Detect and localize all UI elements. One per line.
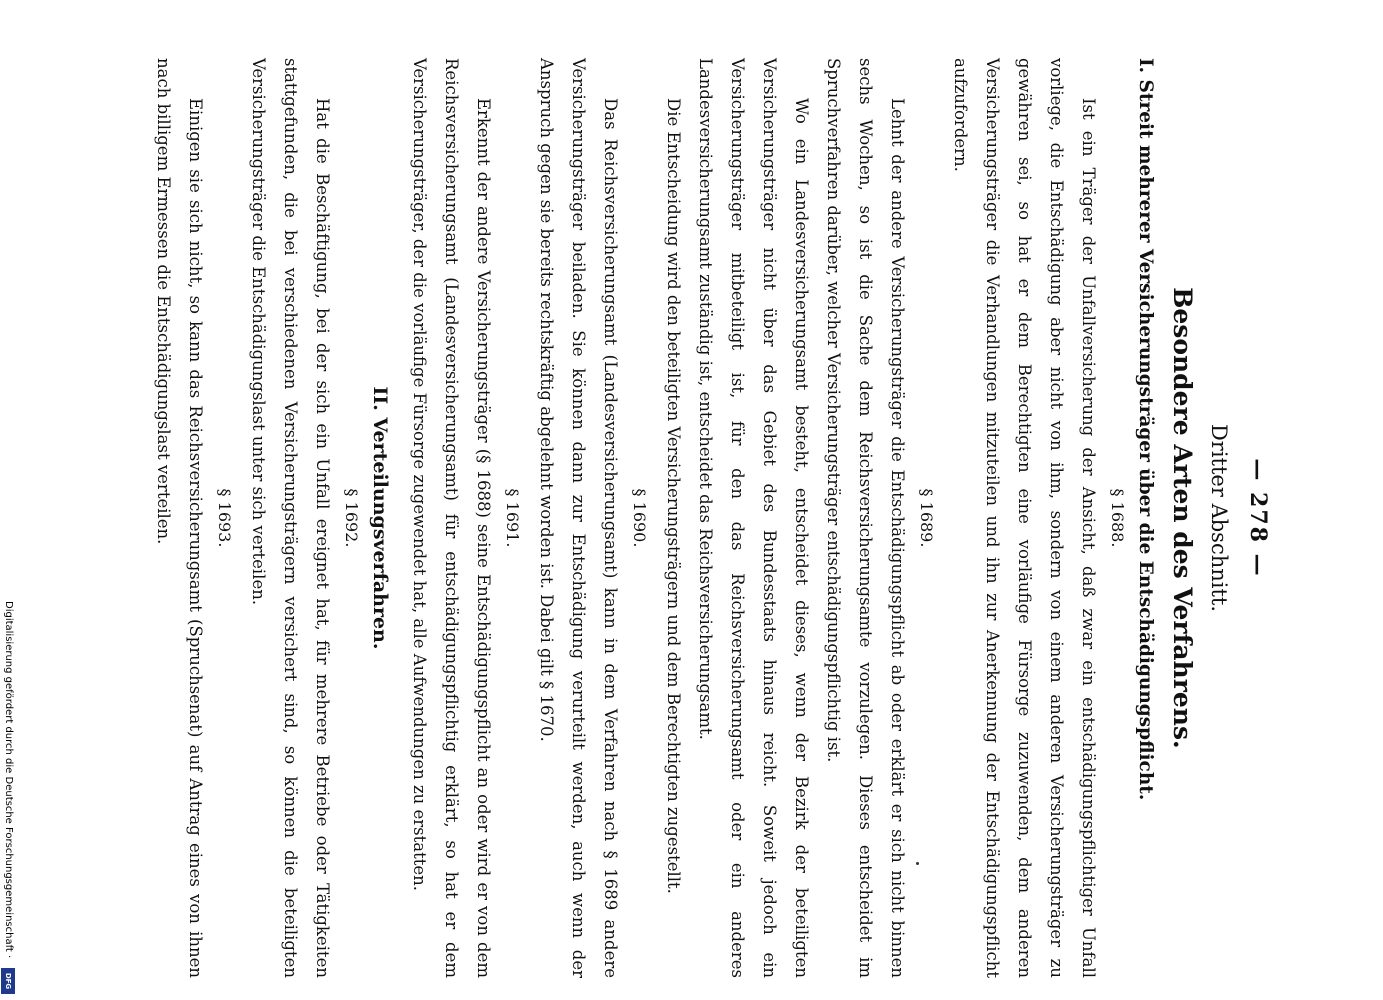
paragraph-1689-1: Lehnt der andere Versicherungsträger die Entschädigungspflicht ab oder erklärt er sich nicht binnen sechs Wochen, so ist die Sache dem Reichsversicherungsamte vorzulegen. Dieses entscheidet im Spruchverfahren darüber, welcher Versicherungsträger entschädigungspflichtig ist. (824, 58, 907, 978)
page-title: Besondere Arten des Verfahrens. (1168, 287, 1197, 749)
document-page (131, 58, 1271, 978)
section-heading-1693: § 1693. (215, 488, 234, 548)
section-heading-1692: § 1692. (342, 488, 361, 548)
section-heading-1691: § 1691. (503, 488, 522, 548)
paragraph-1689-3: Die Entscheidung wird den beteiligten Versicherungsträgern und dem Berechtigten zugestellt. (664, 98, 683, 894)
paragraph-1691: Erkennt der andere Versicherungsträger (§ 1688) seine Entschädigungspflicht an oder wird er von dem Reichsversicherungsamt (Landesversicherungsamt) für entschädigungspflichtig erklärt, so hat er dem Versicherungsträger, der die vorläufige Fürsorge zugewendet hat, alle Aufwendungen zu erstatten. (410, 58, 493, 978)
part-heading-1: I. Streit mehrerer Versicherungsträger über die Entschädigungspflicht. (1135, 58, 1156, 801)
paragraph-1690: Das Reichsversicherungsamt (Landesversicherungsamt) kann in dem Verfahren nach § 1689 andere Versicherungsträger beiladen. Sie können dann zur Entschädigung verurteilt werden, auch wenn der Anspruch gegen sie bereits rechtskräftig abgelehnt worden ist. Dabei gilt § 1670. (537, 58, 620, 978)
scan-speck (916, 862, 919, 865)
section-heading-1689: § 1689. (917, 488, 936, 548)
section-heading-1688: § 1688. (1108, 488, 1127, 548)
page-number: — 278 — (1245, 458, 1271, 578)
dfg-logo: DFG (1, 968, 15, 994)
funding-credit: Digitalisierung gefördert durch die Deutsche Forschungsgemeinschaft · (3, 601, 14, 959)
digitization-footer (0, 0, 18, 1000)
paragraph-1688: Ist ein Träger der Unfallversicherung der Ansicht, daß zwar ein entschädigungspflichtiger Unfall vorliege, die Entschädigung aber nicht von ihm, sondern von einem anderen Versicherungsträger zu gewähren sei, so hat er dem Berechtigten eine vorläufige Fürsorge zuzuwenden, dem anderen Versicherungsträger die Verhandlungen mitzuteilen und ihn zur Anerkennung der Entschädigungspflicht aufzufordern. (951, 58, 1098, 978)
paragraph-1692: Hat die Beschäftigung, bei der sich ein Unfall ereignet hat, für mehrere Betriebe oder Tätigkeiten stattgefunden, die bei verschiedenen Versicherungsträgern versichert sind, so können die beteiligten Versicherungsträger die Entschädigungslast unter sich verteilen. (249, 58, 332, 978)
section-heading-1690: § 1690. (630, 488, 649, 548)
division-heading: Dritter Abschnitt. (1207, 423, 1231, 613)
part-heading-2: II. Verteilungsverfahren. (369, 386, 391, 650)
paragraph-1693: Einigen sie sich nicht, so kann das Reichsversicherungsamt (Spruchsenat) auf Antrag eines von ihnen nach billigem Ermessen die Entschädigungslast verteilen. (154, 58, 205, 978)
paragraph-1689-2: Wo ein Landesversicherungsamt besteht, entscheidet dieses, wenn der Bezirk der beteiligten Versicherungsträger nicht über das Gebiet des Bundesstaats hinaus reicht. Soweit jedoch ein Versicherungsträger mitbeteiligt ist, für den das Reichsversicherungsamt oder ein anderes Landesversicherungsamt zuständig ist, entscheidet das Reichsversicherungsamt. (696, 58, 811, 978)
